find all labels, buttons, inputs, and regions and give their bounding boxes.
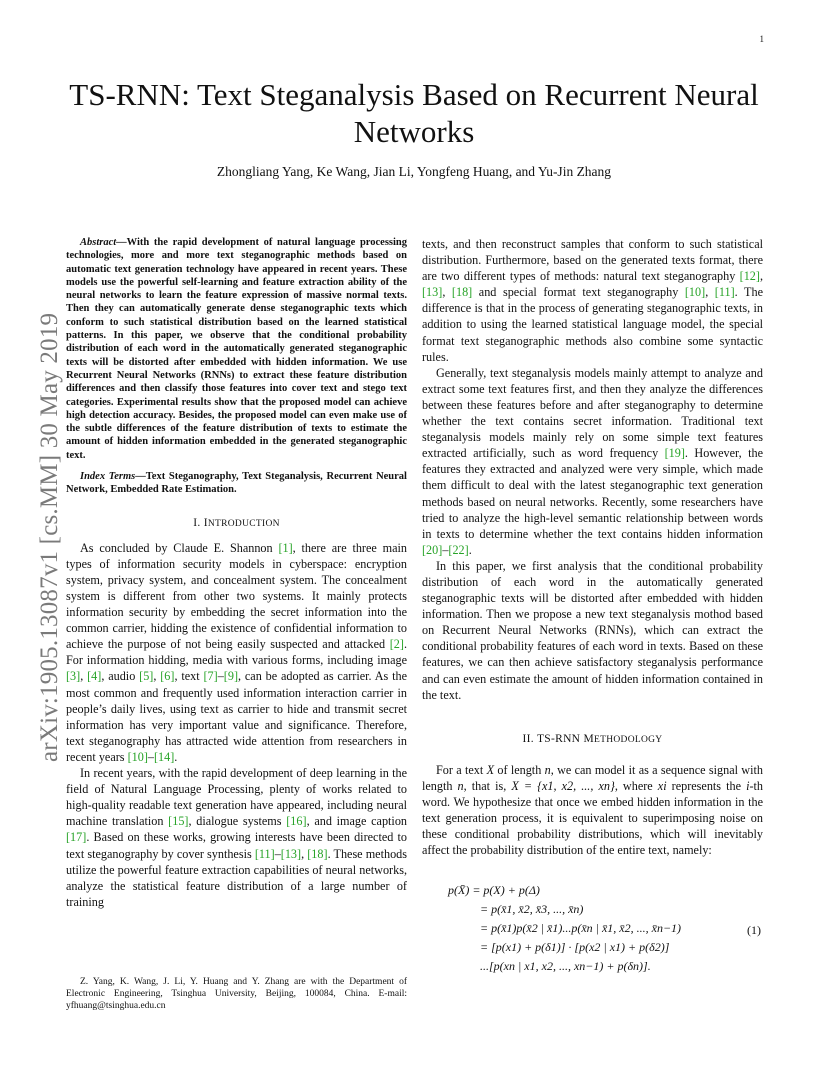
intro-paragraph-1: As concluded by Claude E. Shannon [1], there are three main types of information security models in cyberspace: encryption system, privacy system, and concealment system. The concealment system is different from other two systems. It mainly protects information security by embedding the secret information into the common carrier, hidding the existence of confidential information to achieve the purpose of not being easily suspected and attacked [2]. For information hidding, media with various forms, including image [3], [4], audio [5], [6], text [7]–[9], can be adopted as carrier. As the most common and frequently used information interaction carrier in people’s daily lives, using text as carrier to hide and transmit secret information has very important value and significance. Therefore, text steganography has attracted wide attention from researchers in recent years [10]–[14].: [66, 540, 408, 764]
citation-link[interactable]: [15]: [168, 814, 189, 829]
right-paragraph-3: In this paper, we first analysis that the conditional probability distribution of each word in the automatically generated steganographic texts will be distorted after embedded with hidden information. Then we propose a new text steganalysis mothod based on Recurrent Neural Networks (RNNs), which can extract the conditional probability features of each word in texts. Based on these features, we can then achieve satisfactory steganalysis performance and can even estimate the amount of hidden information contained in the text.: [422, 558, 763, 702]
right-paragraph-1: texts, and then reconstruct samples that conform to such statistical distribution. Furthermore, based on the generated texts format, there are two different types of methods: natural text steganography [12], [13], [18] and special format text steganography [10], [11]. The difference is that in the process of generating steganographic texts, in addition to using the learned statistical language model, the special format text steganographic methods also combine some syntactic rules.: [422, 237, 763, 364]
section-initial: M: [583, 732, 594, 745]
citation-link[interactable]: [7]: [203, 669, 218, 684]
page-number: 1: [759, 34, 764, 44]
citation-link[interactable]: [10]: [684, 285, 706, 300]
section-number: II. TS-RNN: [522, 732, 584, 745]
equation-1: [422, 882, 763, 982]
citation-link[interactable]: [1]: [278, 540, 293, 555]
index-terms: [66, 470, 407, 497]
citation-link[interactable]: [13]: [280, 846, 302, 861]
citation-link[interactable]: [14]: [153, 749, 175, 764]
abstract-label: Abstract: [80, 237, 117, 248]
author-footnote: Z. Yang, K. Wang, J. Li, Y. Huang and Y. Zhang are with the Department of Electronic Engineering, Tsinghua University, Beijing, 100084, China. E-mail: yfhuang@tsinghua.edu.cn: [66, 977, 407, 1011]
section-initial: I: [203, 516, 208, 529]
abstract-text: —With the rapid development of natural language processing technologies, more and more text steganographic methods based on automatic text generation technology have appeared in recent years. These models use the powerful self-learning and feature extraction ability of the neural networks to learn the feature expression of massive normal texts. Then they can automatically generate dense steganographic texts which conform to such statistical distribution based on the learned statistical patterns. In this paper, we observe that the conditional probability distribution of each word in the automatically generated steganographic texts will be distorted after embedded with hidden information. We use Recurrent Neural Networks (RNNs) to extract these feature distribution differences and then classify those features into cover text and stego text categories. Experimental results show that the proposed model can achieve high detection accuracy. Besides, the proposed model can even make use of the subtle differences of the feature distribution of texts to estimate the amount of hidden information embedded in the generated steganographic text.: [66, 237, 407, 461]
citation-link[interactable]: [20]: [422, 542, 443, 557]
citation-link[interactable]: [17]: [66, 830, 87, 845]
method-paragraph-1: For a text X of length n, we can model it as a sequence signal with length n, that is, X = {x1, x2, ..., xn}, where xi represents the i-th word. We hypothesize that once we embed hidden information in the text generation process, it is equivalent to superimposing noise on these conditional probability distributions, which will inevitably affect the probability distribution of the entire text, namely:: [422, 762, 763, 858]
equation-line: ...[p(xn | x1, x2, ..., xn−1) + p(δn)].: [480, 959, 651, 974]
title-block: [60, 76, 768, 180]
abstract: [66, 236, 407, 462]
citation-link[interactable]: [11]: [254, 846, 275, 861]
citation-link[interactable]: [6]: [160, 669, 175, 684]
citation-link[interactable]: [22]: [448, 542, 469, 557]
section-number: I.: [193, 516, 204, 529]
section-heading-methodology: [422, 731, 763, 748]
index-terms-text: —Text Steganography, Text Steganalysis, Recurrent Neural Network, Embedded Rate Estimation.: [66, 471, 407, 496]
citation-link[interactable]: [9]: [223, 669, 239, 684]
section-rest: NTRODUCTION: [207, 518, 280, 529]
citation-link[interactable]: [11]: [714, 285, 735, 300]
citation-link[interactable]: [4]: [87, 669, 102, 684]
section-rest: ETHODOLOGY: [594, 734, 663, 745]
citation-link[interactable]: [12]: [739, 269, 760, 284]
equation-number: (1): [747, 923, 761, 938]
citation-link[interactable]: [2]: [389, 637, 404, 652]
index-terms-label: Index Terms: [80, 471, 136, 483]
equation-line: = p(x̄1)p(x̄2 | x̄1)...p(x̄n | x̄1, x̄2, ..., x̄n−1): [480, 921, 682, 936]
left-column: [66, 236, 407, 910]
right-paragraph-2: Generally, text steganalysis models mainly attempt to analyze and extract some text features first, and then they analyze the differences between these features before and after steganography to determine whether the text contains secret information. Traditional text steganalysis models mainly rely on some simple text features extracted artificially, such as word frequency [19]. However, the features they extracted and analyzed were very simple, which made them difficult to deal with the latest steganographic text generation methods based on neural networks. Recently, some researchers have tried to analyze the high-level semantic relationship between words in texts to determine whether the text contains hidden information [20]–[22].: [422, 365, 763, 557]
paper-title: TS-RNN: Text Steganalysis Based on Recurrent Neural Networks: [69, 77, 759, 149]
citation-link[interactable]: [5]: [139, 669, 154, 684]
citation-link[interactable]: [3]: [66, 669, 81, 684]
citation-link[interactable]: [10]: [127, 749, 148, 764]
equation-line: = p(x̄1, x̄2, x̄3, ..., x̄n): [480, 902, 584, 917]
citation-link[interactable]: [16]: [286, 814, 307, 829]
citation-link[interactable]: [19]: [664, 446, 685, 461]
citation-link[interactable]: [18]: [451, 285, 473, 300]
arxiv-stamp: arXiv:1905.13087v1 [cs.MM] 30 May 2019: [36, 312, 63, 762]
intro-paragraph-2: In recent years, with the rapid development of deep learning in the field of Natural Language Processing, plenty of works related to high-quality readable text generation have appeared, including neural machine translation [15], dialogue systems [16], and image caption [17]. Based on these works, growing interests have been directed to text steganography by cover synthesis [11]–[13], [18]. These methods utilize the powerful feature extraction capabilities of neural networks, analyze the statistical feature distribution of a large number of training: [66, 766, 408, 909]
equation-line: p(X̄) = p(X) + p(Δ): [448, 883, 540, 898]
right-column: [422, 236, 763, 982]
citation-link[interactable]: [18]: [307, 846, 328, 861]
author-list: Zhongliang Yang, Ke Wang, Jian Li, Yongfeng Huang, and Yu-Jin Zhang: [216, 164, 612, 179]
section-heading-introduction: [66, 515, 407, 532]
citation-link[interactable]: [13]: [422, 285, 443, 300]
equation-line: = [p(x1) + p(δ1)] · [p(x2 | x1) + p(δ2)]: [480, 940, 670, 955]
